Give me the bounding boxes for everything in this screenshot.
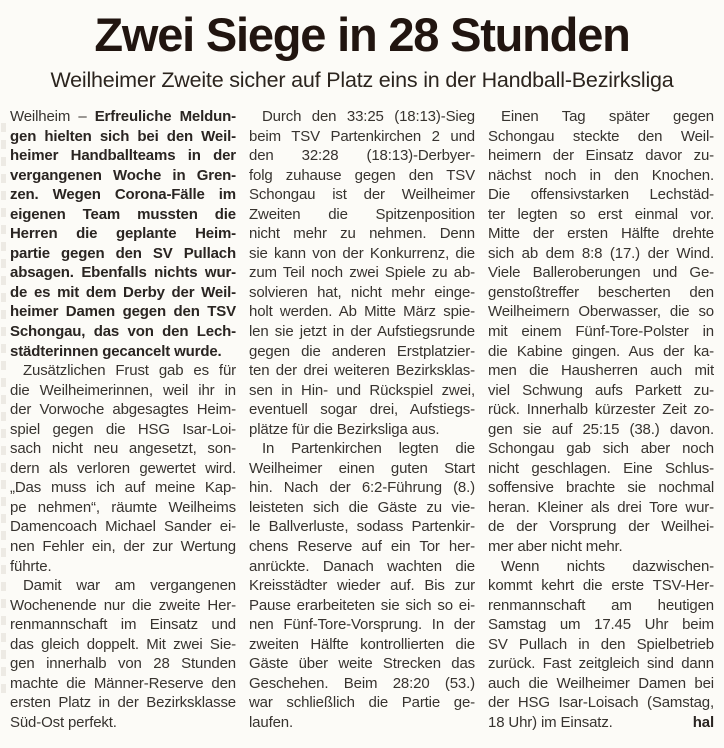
text-line: Mitte der ersten Hälfte drehte xyxy=(488,225,714,243)
text-line: rück. Innerhalb kürzester Zeit zo- xyxy=(488,401,714,419)
text-line: Zusätzlichen Frust gab es für xyxy=(23,362,236,380)
dateline: Weilheim – xyxy=(10,108,95,125)
text-line: absagen. Ebenfalls nichts wur- xyxy=(10,264,236,282)
article-column xyxy=(10,107,236,733)
text-line: nen Fünf-Tore-Vorsprung. In der xyxy=(249,616,475,634)
text-line: war schließlich die Partie ge- xyxy=(249,694,475,712)
text-line: gegen die anderen Erstplatzier- xyxy=(249,342,475,360)
text-line: de es mit dem Derby der Weil- xyxy=(10,283,236,301)
text-line: solvieren hat, nicht mehr einge- xyxy=(249,283,475,301)
text-line: spiel gegen die HSG Isar-Loi- xyxy=(10,420,236,438)
text-line: ter legten so erst einmal vor. xyxy=(488,205,714,223)
author-signature: hal xyxy=(692,713,714,731)
text-line: holt werden. Ab Mitte März spie- xyxy=(249,303,475,321)
text-line: Damit war am vergangenen xyxy=(23,577,236,595)
text-line: de der Vorsprung der Weilhei- xyxy=(488,518,714,536)
text-line: gen innerhalb von 28 Stunden xyxy=(10,655,236,673)
text-line: viel Schwung aufs Parkett zu- xyxy=(488,381,714,399)
text-line: laufen. xyxy=(249,713,293,731)
text-line: sen in Hin- und Rückspiel zwei, xyxy=(249,381,475,399)
text-line: mer aber nicht mehr. xyxy=(488,538,623,556)
text-line: partie gegen den SV Pullach xyxy=(10,244,236,262)
text-line: nicht mehr zu nehmen. Denn xyxy=(249,225,475,243)
text-line: Schongau, das von den Lech- xyxy=(10,323,236,341)
text-line: gen hielten sich bei den Weil- xyxy=(10,127,236,145)
text-line: heimern der Einsatz davor zu- xyxy=(488,147,714,165)
text-line: SV Pullach in den Spielbetrieb xyxy=(488,635,714,653)
text-line: zurück. Fast zeitgleich sind dann xyxy=(488,655,714,673)
text-line: genstoßtreffer bescherten den xyxy=(488,283,714,301)
text-line: zum Teil noch zwei Spiele zu ab- xyxy=(249,264,475,282)
text-line: hal 18 Uhr) im Einsatz. xyxy=(488,713,714,731)
text-line: Damencoach Michael Sander ei- xyxy=(10,518,236,536)
text-line: Wenn nichts dazwischen- xyxy=(501,557,714,575)
text-line: nicht geschlagen. Eine Schlus- xyxy=(488,459,714,477)
text-line: Weilheim – Erfreuliche Meldun- xyxy=(10,108,236,125)
text-line: heimer Damen gegen den TSV xyxy=(10,303,236,321)
text-line: Weilheimern Oberwasser, die so xyxy=(488,303,714,321)
text-line: Schongau ist der Weilheimer xyxy=(249,186,475,204)
article-body xyxy=(0,107,724,733)
text-line: die Kabine gingen. Aus der ka- xyxy=(488,342,714,360)
text-line: eigenen Team mussten die xyxy=(10,205,236,223)
text-line: der HSG Isar-Loisach (Samstag, xyxy=(488,694,714,712)
text-line: auch die Weilheimer Damen bei xyxy=(488,674,714,692)
text-line: Zweiten die Spitzenposition xyxy=(249,205,475,223)
text-line: Süd-Ost perfekt. xyxy=(10,713,117,731)
subheadline: Weilheimer Zweite sicher auf Platz eins in der Handball-Bezirksliga xyxy=(50,68,674,92)
text-line: len sie jetzt in der Aufstiegsrunde xyxy=(249,323,475,341)
text-line: men die Hausherren auch mit xyxy=(488,362,714,380)
text-line: Schongau gab sich aber noch xyxy=(488,440,714,458)
text-line: zen. Wegen Corona-Fälle im xyxy=(10,186,236,204)
text-line: heran. Kleiner als drei Tore wur- xyxy=(488,498,714,516)
text-line: gen sie auf 25:15 (38.) davon. xyxy=(488,420,714,438)
text-line: nen Fehler ein, der zur Wertung xyxy=(10,538,236,556)
text-line: sie kann von der Konkurrenz, die xyxy=(249,244,475,262)
text-line: Weilheimer einen guten Start xyxy=(249,459,475,477)
text-line: führte. xyxy=(10,557,52,575)
text-line: leisteten sich die Gäste zu vie- xyxy=(249,498,475,516)
text-line: anrückte. Danach wachten die xyxy=(249,557,475,575)
text-line: beim TSV Partenkirchen 2 und xyxy=(249,127,475,145)
text-line: Geschehen. Beim 28:20 (53.) xyxy=(249,674,475,692)
text-line: Wochenende nur die zweite Her- xyxy=(10,596,236,614)
text-line: plätze für die Bezirksliga aus. xyxy=(249,420,440,438)
headline: Zwei Siege in 28 Stunden xyxy=(94,8,630,61)
text-line: Herren die geplante Heim- xyxy=(10,225,236,243)
text-line: Kreisstädter wieder auf. Bis zur xyxy=(249,577,475,595)
article-column xyxy=(488,107,714,733)
text-line: soffensive brachte sie nochmal xyxy=(488,479,714,497)
text-line: pe nehmen“, räumte Weilheims xyxy=(10,498,236,516)
text-line: renmannschaft im Einsatz und xyxy=(10,616,236,634)
text-line: Schongau steckte den Weil- xyxy=(488,127,714,145)
text-line: das gleich doppelt. Mit zwei Sie- xyxy=(10,635,236,653)
text-line: Gäste über weite Strecken das xyxy=(249,655,475,673)
text-line: dern als verloren gewertet wird. xyxy=(10,459,236,477)
article-column xyxy=(249,107,475,733)
text-line: machte die Männer-Reserve den xyxy=(10,674,236,692)
text-line: zweiten Hälfte kontrollierten die xyxy=(249,635,475,653)
text-line: mit einem Fünf-Tore-Polster in xyxy=(488,323,714,341)
text-line: nächst noch in den Knochen. xyxy=(488,166,714,184)
text-line: le Ballverluste, sodass Partenkir- xyxy=(249,518,475,536)
text-line: hin. Nach der 6:2-Führung (8.) xyxy=(249,479,475,497)
text-line: Durch den 33:25 (18:13)-Sieg xyxy=(262,108,475,125)
text-line: Die offensivstarken Lechstäd- xyxy=(488,186,714,204)
text-line: Samstag um 17.45 Uhr beim xyxy=(488,616,714,634)
text-line: vergangenen Woche in Gren- xyxy=(10,166,236,184)
newspaper-clipping xyxy=(0,8,724,748)
text-line: Einen Tag später gegen xyxy=(501,108,714,125)
text-line: ersten Platz in der Bezirksklasse xyxy=(10,694,236,712)
text-line: „Das muss ich auf meine Kap- xyxy=(10,479,236,497)
text-line: sich ab dem 8:8 (17.) der Wind. xyxy=(488,244,714,262)
text-line: heimer Handballteams in der xyxy=(10,147,236,165)
text-line: der Vorwoche abgesagtes Heim- xyxy=(10,401,236,419)
text-line: städterinnen gecancelt wurde. xyxy=(10,342,222,360)
text-line: eventuell sogar drei, Aufstiegs- xyxy=(249,401,475,419)
text-line: kommt kehrt die erste TSV-Her- xyxy=(488,577,714,595)
text-line: Viele Balleroberungen und Ge- xyxy=(488,264,714,282)
text-line: sach nicht neu angesetzt, son- xyxy=(10,440,236,458)
text-line: renmannschaft am heutigen xyxy=(488,596,714,614)
text-line: chens Reserve auf ein Tor her- xyxy=(249,538,475,556)
text-line: die Weilheimerinnen, weil ihr in xyxy=(10,381,236,399)
text-line: In Partenkirchen legten die xyxy=(262,440,475,458)
text-line: folg zuhause gegen den TSV xyxy=(249,166,475,184)
text-line: ten der drei weiteren Bezirksklas- xyxy=(249,362,475,380)
text-line: den 32:28 (18:13)-Derbyer- xyxy=(249,147,475,165)
text-line: Pause erarbeiteten sie sich so ei- xyxy=(249,596,475,614)
